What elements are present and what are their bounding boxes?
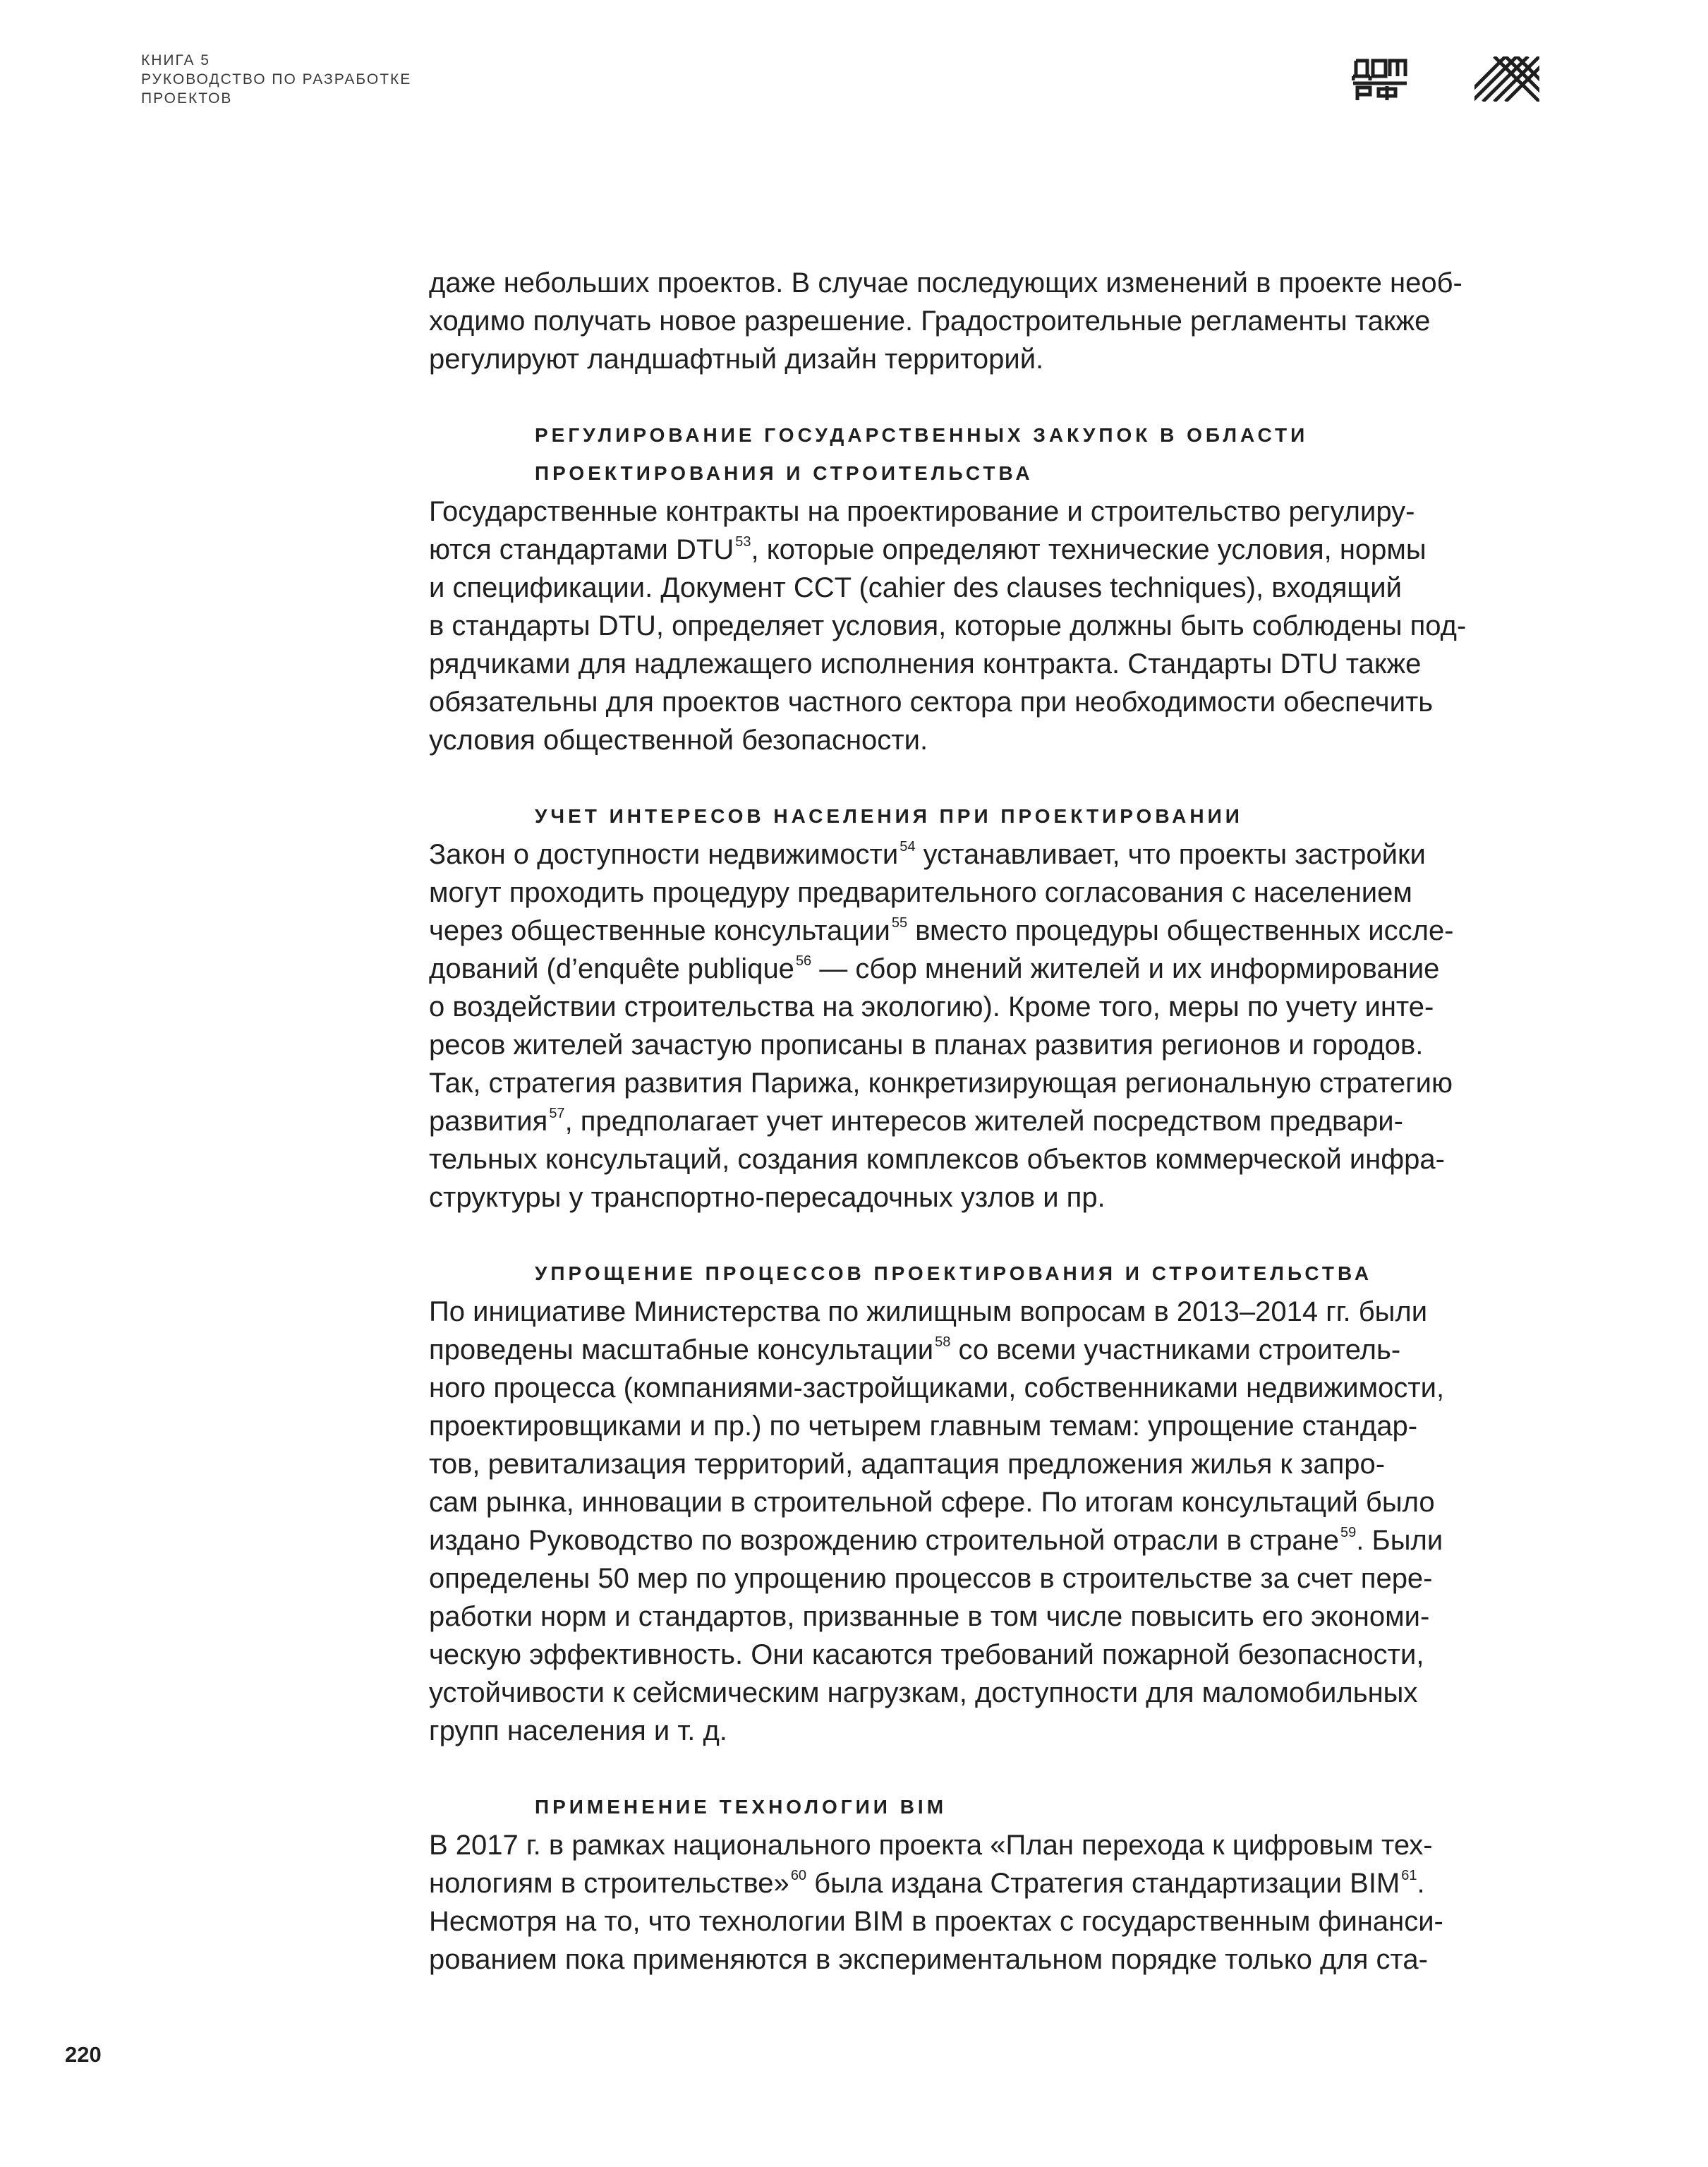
book-title-line1: РУКОВОДСТВО ПО РАЗРАБОТКЕ bbox=[141, 71, 412, 87]
footnote-ref[interactable]: 53 bbox=[735, 534, 751, 550]
book-number: КНИГА 5 bbox=[141, 52, 210, 68]
bim-paragraph: В 2017 г. в рамках национального проекта «План перехода к цифровым тех- нологиям в строительстве» $^{60}$ была издана Стратегия стандартизации BIM $^{61}$. Несмотря на то, что технологии BIM в проектах с государственным финанси- рованием пока применяются в экспериментальном порядке только для ста- bbox=[429, 1830, 1443, 1975]
footnote-ref[interactable]: 60 bbox=[790, 1868, 807, 1883]
section-heading-procurement: РЕГУЛИРОВАНИЕ ГОСУДАРСТВЕННЫХ ЗАКУПОК В ОБЛАСТИ ПРОЕКТИРОВАНИЯ И СТРОИТЕЛЬСТВА bbox=[535, 424, 1309, 484]
section-heading-bim: ПРИМЕНЕНИЕ ТЕХНОЛОГИИ BIM bbox=[535, 1796, 947, 1818]
simplification-paragraph: По инициативе Министерства по жилищным вопросам в 2013–2014 гг. были проведены масштабные консультации $^{58}$ со всеми участниками строитель- ного процесса (компаниями-застройщиками, собственниками недвижимости, проектировщиками и пр.) по четырем главным темам: упрощение стандар- тов, ревитализация территорий, адаптация предложения жилья к запро- сам рынка, инновации в строительной сфере. По итогам консультаций было издано Руководство по возрождению строительной отрасли в стране $^{59}$. Были определены 50 мер по упрощению процессов в строительстве за счет пере- работки норм и стандартов, призванные в том числе повысить его экономи- ческую эффективность. Они касаются требований пожарной безопасности, устойчивости к сейсмическим нагрузкам, доступности для маломобильных групп населения и т. д. bbox=[429, 1296, 1445, 1746]
book-title-line2: ПРОЕКТОВ bbox=[141, 90, 233, 107]
running-header bbox=[141, 51, 411, 108]
page-number: 220 bbox=[65, 2042, 102, 2067]
footnote-ref[interactable]: 55 bbox=[891, 915, 908, 931]
footnote-ref[interactable]: 54 bbox=[900, 839, 916, 855]
footnote-ref[interactable]: 58 bbox=[935, 1334, 951, 1350]
footnote-ref[interactable]: 56 bbox=[795, 953, 812, 969]
footnote-ref[interactable]: 59 bbox=[1340, 1525, 1357, 1540]
section-heading-simplification: УПРОЩЕНИЕ ПРОЦЕССОВ ПРОЕКТИРОВАНИЯ И СТРОИТЕЛЬСТВА bbox=[535, 1262, 1373, 1284]
public-interest-paragraph: Закон о доступности недвижимости $^{54}$ устанавливает, что проекты застройки могут проходить процедуру предварительного согласования с населением через общественные консультации $^{55}$ вместо процедуры общественных иссле- дований (d’enquête publique $^{56}$ — сбор мнений жителей и их информирование о воздействии строительства на экологию). Кроме того, меры по учету инте- ресов жителей зачастую прописаны в планах развития регионов и городов. Так, стратегия развития Парижа, конкретизирующая региональную стратегию развития $^{57}$, предполагает учет интересов жителей посредством предвари- тельных консультаций, создания комплексов объектов коммерческой инфра- структуры у транспортно-пересадочных узлов и пр. bbox=[429, 839, 1454, 1213]
intro-paragraph: даже небольших проектов. В случае последующих изменений в проекте необ- ходимо получать новое разрешение. Градостроительные регламенты также регулируют ландшафтный дизайн территорий. bbox=[429, 267, 1462, 375]
dom-rf-logo bbox=[1352, 56, 1408, 102]
footnote-ref[interactable]: 61 bbox=[1401, 1868, 1417, 1883]
section-heading-public-interest: УЧЕТ ИНТЕРЕСОВ НАСЕЛЕНИЯ ПРИ ПРОЕКТИРОВАНИИ bbox=[535, 805, 1243, 827]
pattern-logo bbox=[1474, 56, 1539, 102]
procurement-paragraph: Государственные контракты на проектирование и строительство регулиру- ются стандартами DTU $^{53}$, которые определяют технические условия, нормы и спецификации. Документ CCT (cahier des clauses techniques), входящий в стандарты DTU, определяет условия, которые должны быть соблюдены под- рядчиками для надлежащего исполнения контракта. Стандарты DTU также обязательны для проектов частного сектора при необходимости обеспечить условия общественной безопасности. bbox=[429, 496, 1467, 756]
main-content bbox=[429, 264, 1544, 1979]
footnote-ref[interactable]: 57 bbox=[549, 1106, 565, 1121]
